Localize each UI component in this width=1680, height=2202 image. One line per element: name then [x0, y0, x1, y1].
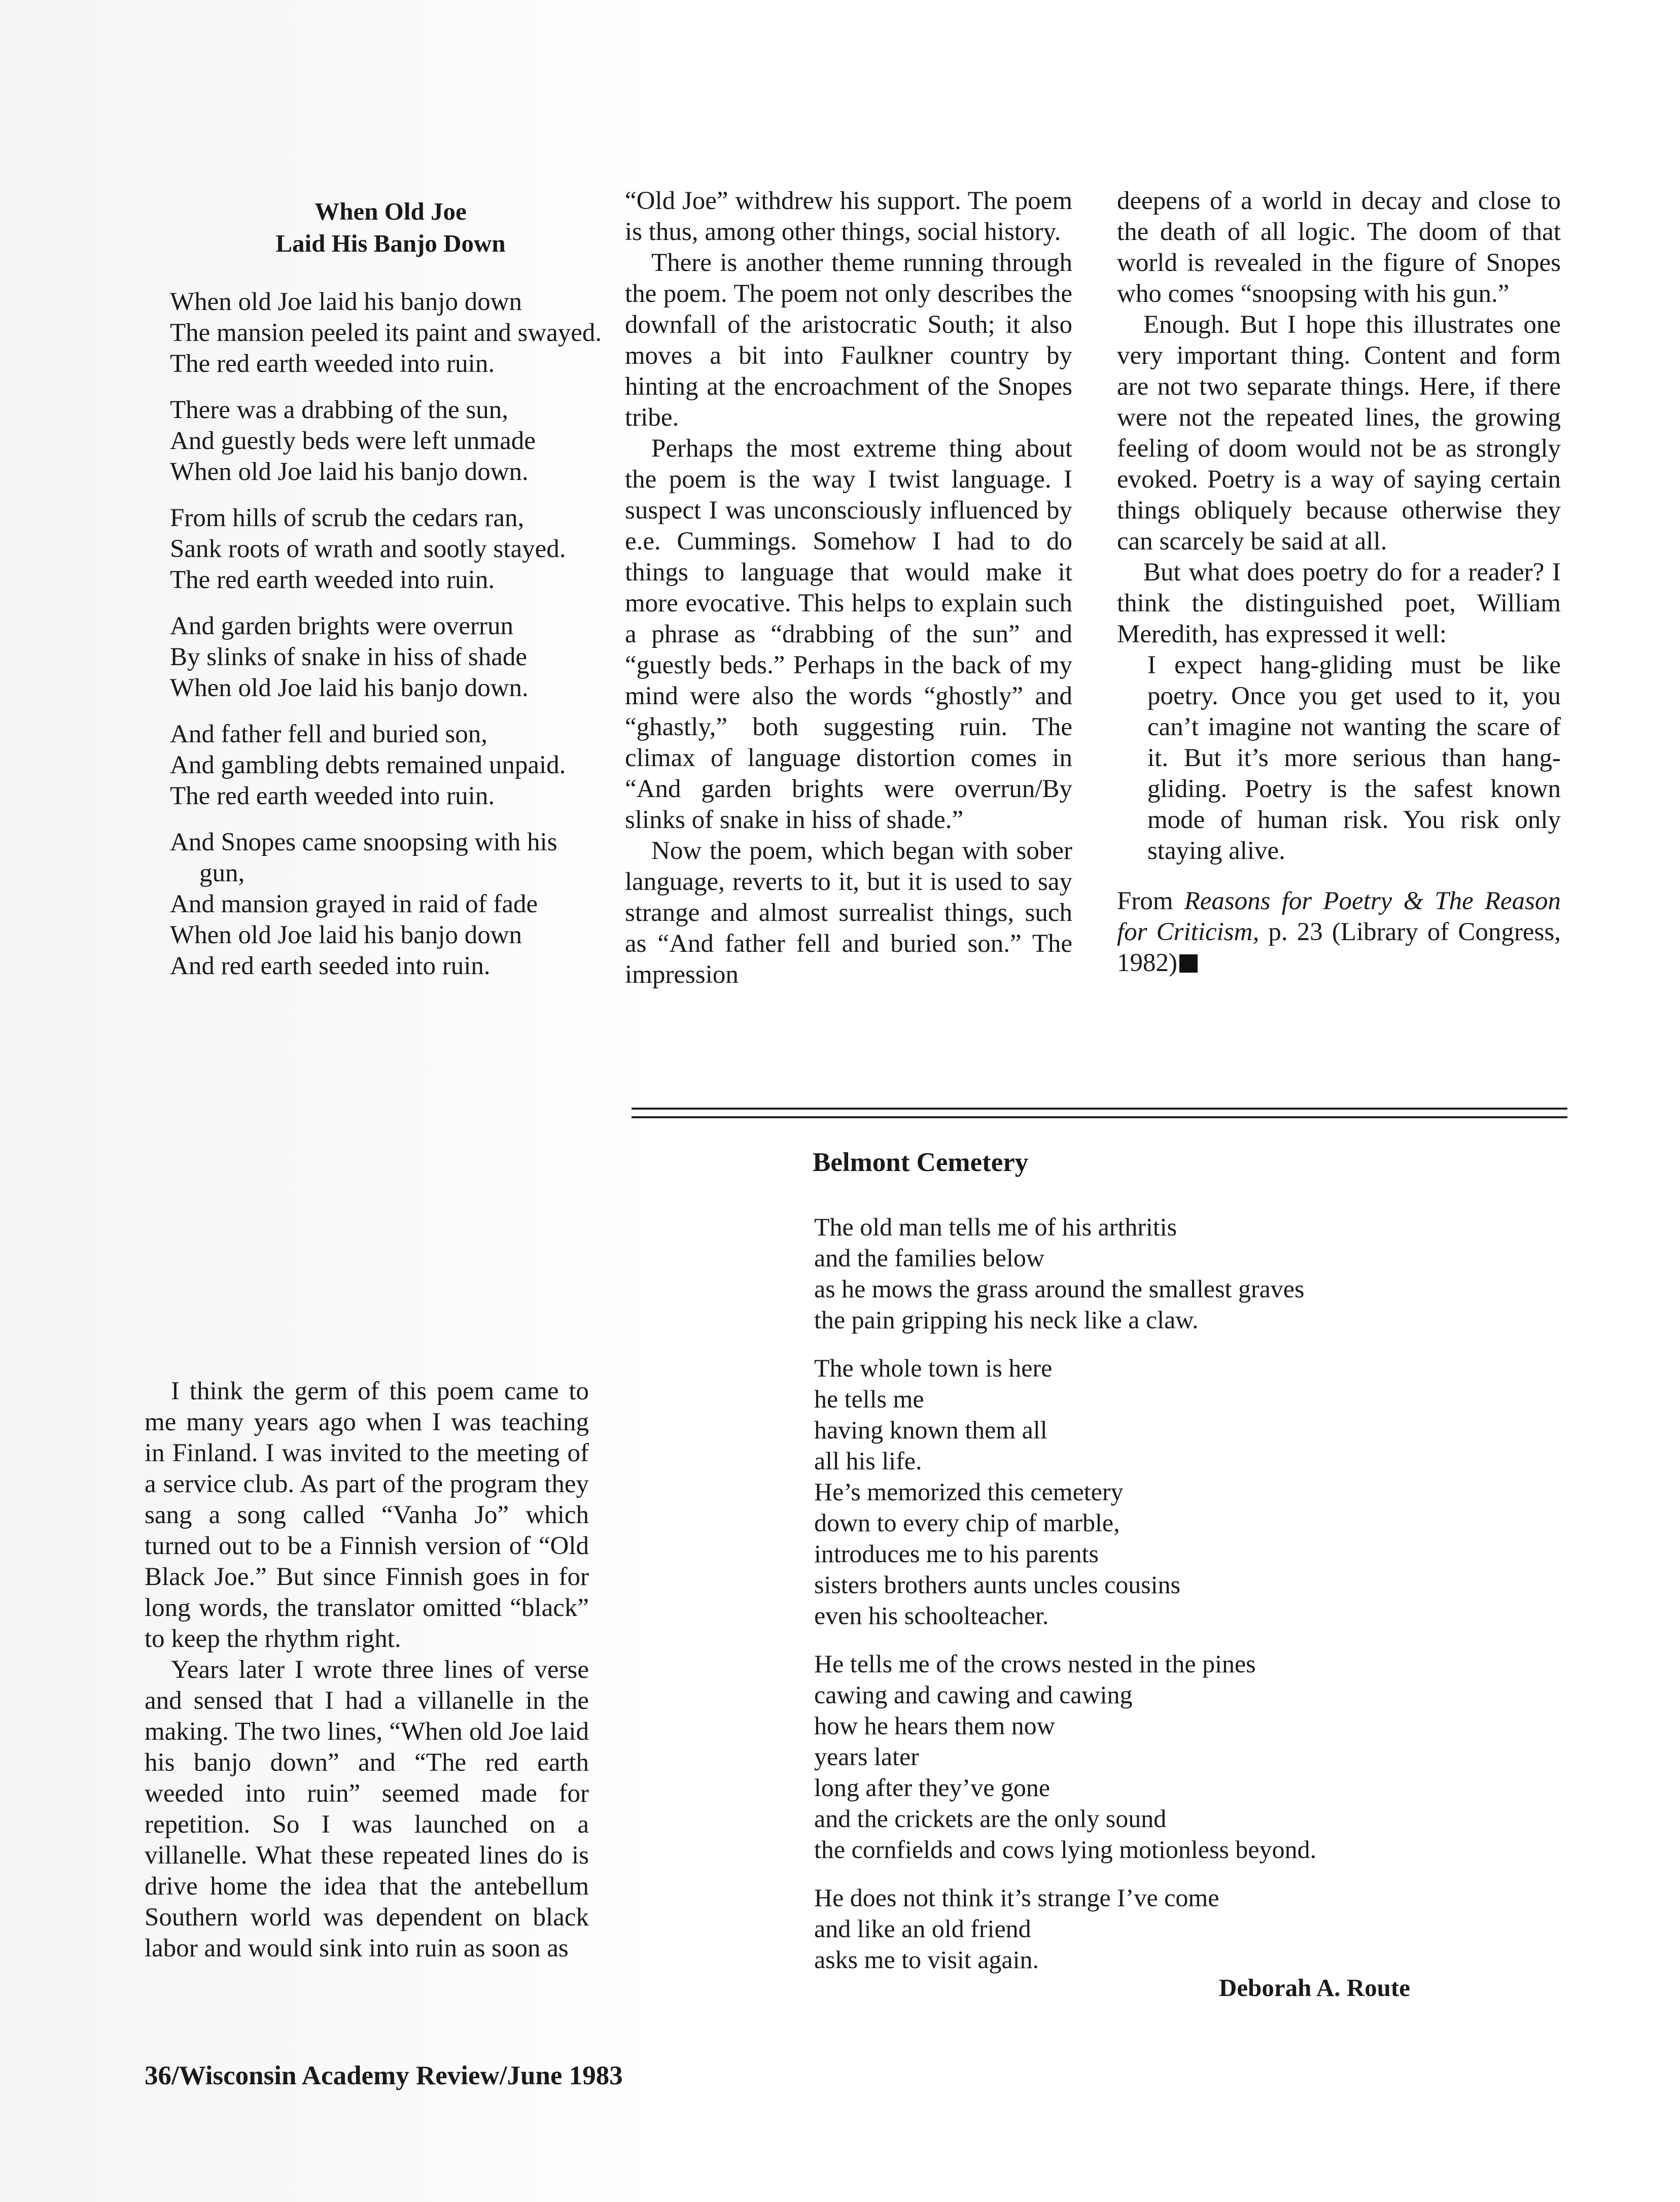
poem-line: And father fell and buried son,: [170, 720, 487, 748]
poem-title-line-2: Laid His Banjo Down: [275, 229, 506, 257]
poem-line: When old Joe laid his banjo down: [170, 288, 522, 316]
poem-line: The old man tells me of his arthritis: [814, 1213, 1177, 1241]
author-byline: Deborah A. Route: [1218, 1974, 1410, 2002]
poem-stanza: [170, 827, 606, 982]
essay-column-left: [145, 1376, 589, 1964]
block-quote: I expect hang-gliding must be like poetry. Once you get used to it, you can’t imagine not wanting the scare of it. But it’s more serious than hang-gliding. Poetry is the safest known mode of human risk. You risk only staying alive.: [1147, 651, 1561, 865]
essay-column-middle: [625, 186, 1072, 990]
poem-line: The red earth weeded into ruin.: [170, 566, 495, 594]
poem-line: He does not think it’s strange I’ve come: [814, 1883, 1219, 1912]
poem-stanza: [170, 503, 606, 596]
source-prefix: From: [1117, 887, 1184, 915]
poem-line: long after they’ve gone: [814, 1773, 1051, 1802]
poem-line: all his life.: [814, 1447, 922, 1475]
second-poem: [814, 1212, 1474, 1992]
poem-line: and like an old friend: [814, 1914, 1031, 1943]
poem-line: The red earth weeded into ruin.: [170, 782, 495, 810]
poem-line: And guestly beds were left unmade: [170, 427, 536, 455]
poem-line: And Snopes came snoopsing with his gun,: [170, 828, 557, 887]
essay-paragraph: Perhaps the most extreme thing about the poem is the way I twist language. I suspect I was unconsciously influenced by e.e. Cummings. Somehow I had to do things to language that would make it more evocative. This helps to explain such a phrase as “drabbing of the sun” and “guestly beds.” Perhaps in the back of my mind were also the words “ghostly” and “ghastly,” both suggesting ruin. The climax of language distortion comes in “And garden brights were overrun/By slinks of snake in hiss of shade.”: [625, 434, 1072, 834]
poem-line: There was a drabbing of the sun,: [170, 396, 509, 424]
poem-line: introduces me to his parents: [814, 1539, 1099, 1568]
poem-line: From hills of scrub the cedars ran,: [170, 504, 524, 532]
poem-line: as he mows the grass around the smallest graves: [814, 1275, 1305, 1303]
poem-line: The red earth weeded into ruin.: [170, 350, 495, 378]
poem-title-line-1: When Old Joe: [314, 197, 467, 225]
poem-stanza: [814, 1353, 1474, 1631]
poem-stanza: [814, 1882, 1474, 1975]
poem-line: and the families below: [814, 1244, 1045, 1272]
poem-line: the cornfields and cows lying motionless beyond.: [814, 1835, 1317, 1864]
poem-line: By slinks of snake in hiss of shade: [170, 643, 528, 671]
poem-line: Sank roots of wrath and sootly stayed.: [170, 535, 566, 563]
poem-line: And gambling debts remained unpaid.: [170, 751, 566, 779]
section-rule-bottom: [632, 1116, 1567, 1118]
poem-stanza: [170, 395, 606, 488]
poem-stanza: [814, 1212, 1474, 1335]
poem-line: cawing and cawing and cawing: [814, 1680, 1133, 1709]
poem-line: When old Joe laid his banjo down.: [170, 458, 529, 486]
villanelle-poem: [170, 287, 606, 997]
poem-title: [167, 195, 614, 259]
quote-source: [1117, 886, 1561, 979]
poem-line: asks me to visit again.: [814, 1945, 1039, 1974]
poem-line: years later: [814, 1742, 919, 1771]
poem-line: And mansion grayed in raid of fade: [170, 890, 538, 918]
poem-line: down to every chip of marble,: [814, 1508, 1120, 1537]
poem-line: The whole town is here: [814, 1354, 1053, 1382]
poem-line: The mansion peeled its paint and swayed.: [170, 319, 602, 347]
source-title: Reasons for Poetry & The Reason for Criticism,: [1117, 887, 1561, 946]
poem-line: the pain gripping his neck like a claw.: [814, 1305, 1199, 1334]
page-footer: 36/Wisconsin Academy Review/June 1983: [145, 2061, 623, 2090]
poem-line: When old Joe laid his banjo down.: [170, 674, 529, 702]
second-poem-title: Belmont Cemetery: [813, 1148, 1029, 1177]
poem-line: And red earth seeded into ruin.: [170, 952, 491, 980]
essay-paragraph: Now the poem, which began with sober language, reverts to it, but it is used to say strange and almost surrealist things, such as “And father fell and buried son.” The impression: [625, 837, 1072, 989]
poem-line: having known them all: [814, 1416, 1047, 1444]
poem-line: And garden brights were overrun: [170, 612, 513, 640]
poem-line: and the crickets are the only sound: [814, 1804, 1167, 1833]
essay-column-right: [1117, 186, 1561, 979]
poem-line: even his schoolteacher.: [814, 1601, 1049, 1630]
essay-paragraph: I think the germ of this poem came to me many years ago when I was teaching in Finland. I was invited to the meeting of a service club. As part of the program they sang a song called “Vanha Jo” which turned out to be a Finnish version of “Old Black Joe.” But since Finnish goes in for long words, the translator omitted “black” to keep the rhythm right.: [145, 1377, 589, 1653]
essay-paragraph: “Old Joe” withdrew his support. The poem is thus, among other things, social history.: [625, 187, 1072, 246]
end-mark-icon: [1179, 954, 1198, 973]
essay-paragraph: Enough. But I hope this illustrates one very important thing. Content and form are not two separate things. Here, if there were not the repeated lines, the growing feeling of doom would not be as strongly evoked. Poetry is a way of saying certain things obliquely because otherwise they can scarcely be said at all.: [1117, 311, 1561, 556]
poem-stanza: [170, 611, 606, 704]
essay-paragraph: There is another theme running through the poem. The poem not only describes the downfall of the aristocratic South; it also moves a bit into Faulkner country by hinting at the encroachment of the Snopes tribe.: [625, 249, 1072, 432]
poem-stanza: [814, 1648, 1474, 1865]
source-suffix: p. 23 (Library of Congress, 1982): [1117, 918, 1561, 977]
poem-line: how he hears them now: [814, 1711, 1055, 1740]
poem-stanza: [170, 287, 606, 380]
essay-paragraph: deepens of a world in decay and close to the death of all logic. The doom of that world is revealed in the figure of Snopes who comes “snoopsing with his gun.”: [1117, 187, 1561, 308]
poem-line: When old Joe laid his banjo down: [170, 921, 522, 949]
poem-line: He tells me of the crows nested in the pines: [814, 1649, 1256, 1678]
section-rule-top: [632, 1108, 1567, 1110]
essay-paragraph: Years later I wrote three lines of verse and sensed that I had a villanelle in the making. The two lines, “When old Joe laid his banjo down” and “The red earth weeded into ruin” seemed made for repetition. So I was launched on a villanelle. What these repeated lines do is drive home the idea that the antebellum Southern world was dependent on black labor and would sink into ruin as soon as: [145, 1656, 589, 1963]
poem-line: He’s memorized this cemetery: [814, 1477, 1124, 1506]
essay-paragraph: But what does poetry do for a reader? I think the distinguished poet, William Meredith, has expressed it well:: [1117, 558, 1561, 648]
poem-stanza: [170, 719, 606, 812]
poem-line: sisters brothers aunts uncles cousins: [814, 1570, 1181, 1599]
poem-line: he tells me: [814, 1385, 924, 1413]
